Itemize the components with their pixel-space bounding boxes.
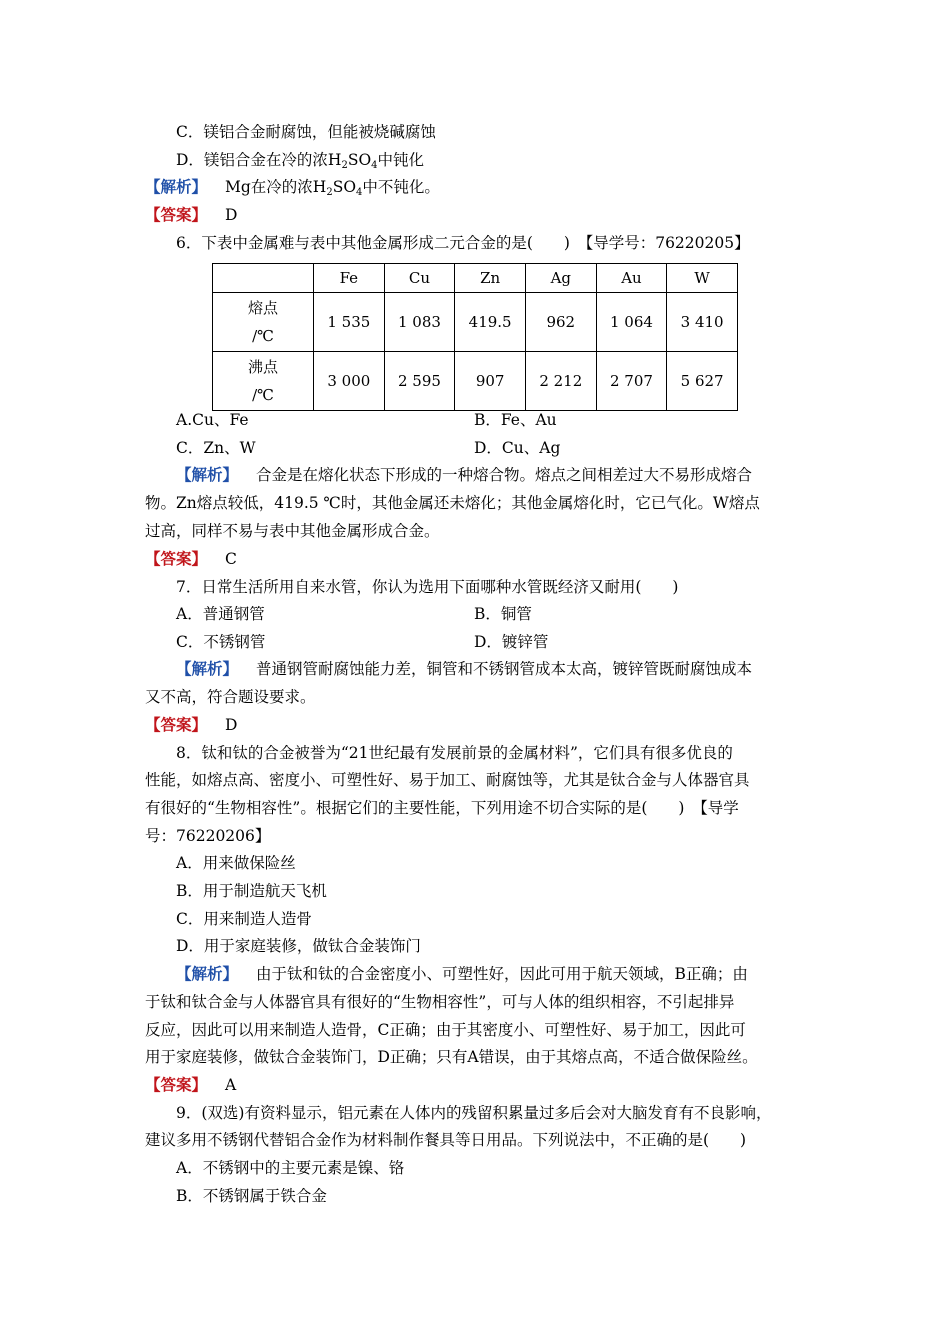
q6-analysis-line-1: 【解析】 合金是在熔化状态下形成的一种熔合物。熔点之间相差过大不易形成熔合 — [176, 465, 753, 484]
table-header-row — [213, 264, 738, 293]
answer-tag: 【答案】 — [145, 1075, 208, 1094]
table-header-cell: Cu — [384, 264, 455, 293]
q6-analysis-line-3: 过高，同样不易与表中其他金属形成合金。 — [145, 522, 440, 540]
q5-analysis: 【解析】 Mg在冷的浓$H_2SO_4$中不钝化。 — [145, 177, 440, 198]
table-header-cell: Au — [596, 264, 667, 293]
q7-option-b: B．铜管 — [474, 605, 532, 623]
table-cell: 1 535 — [314, 293, 385, 352]
table-row-boiling-point — [213, 352, 738, 411]
q6-stem: 6．下表中金属难与表中其他金属形成二元合金的是( ) 【导学号：76220205】 — [176, 234, 750, 252]
row-label-melting-point: 熔点 /℃ — [213, 293, 314, 352]
q8-option-a: A．用来做保险丝 — [176, 854, 296, 872]
q6-option-b: B．Fe、Au — [474, 411, 557, 429]
table-cell: 2 707 — [596, 352, 667, 411]
q5-option-d: D．镁铝合金在冷的浓$H_2SO_4$中钝化 — [176, 151, 425, 171]
answer-tag: 【答案】 — [145, 715, 208, 734]
answer-tag: 【答案】 — [145, 549, 208, 568]
q8-option-d: D．用于家庭装修，做钛合金装饰门 — [176, 937, 421, 955]
table-header-cell: Zn — [455, 264, 526, 293]
q8-stem-line-4: 号：76220206】 — [145, 827, 271, 845]
table-header-cell — [213, 264, 314, 293]
q8-answer: 【答案】 A — [145, 1075, 237, 1094]
table-cell: 2 212 — [525, 352, 596, 411]
table-header-cell: W — [667, 264, 738, 293]
q5-answer: 【答案】 D — [145, 205, 238, 224]
q6-analysis-line-2: 物。Zn熔点较低，419.5 ℃时，其他金属还未熔化；其他金属熔化时，它已气化。W熔点 — [145, 494, 760, 512]
q7-analysis-line-1: 【解析】 普通钢管耐腐蚀能力差，铜管和不锈钢管成本太高，镀锌管既耐腐蚀成本 — [176, 659, 753, 678]
table-cell: 1 064 — [596, 293, 667, 352]
table-row-melting-point — [213, 293, 738, 352]
q8-stem-line-1: 8．钛和钛的合金被誉为“21世纪最有发展前景的金属材料”，它们具有很多优良的 — [176, 744, 733, 762]
q9-option-a: A．不锈钢中的主要元素是镍、铬 — [176, 1159, 405, 1177]
q7-stem: 7．日常生活所用自来水管，你认为选用下面哪种水管既经济又耐用( ) — [176, 578, 679, 596]
q6-answer: 【答案】 C — [145, 549, 237, 568]
table-cell: 419.5 — [455, 293, 526, 352]
metal-properties-table — [212, 263, 738, 411]
q7-analysis-line-2: 又不高，符合题设要求。 — [145, 688, 316, 706]
q6-option-a: A.Cu、Fe — [176, 411, 249, 429]
q8-stem-line-2: 性能，如熔点高、密度小、可塑性好、易于加工、耐腐蚀等，尤其是钛合金与人体器官具 — [145, 771, 750, 789]
q9-option-b: B．不锈钢属于铁合金 — [176, 1187, 327, 1205]
q8-analysis-line-3: 反应，因此可以用来制造人造骨，C正确；由于其密度小、可塑性好、易于加工，因此可 — [145, 1021, 746, 1039]
table-cell: 3 410 — [667, 293, 738, 352]
analysis-tag: 【解析】 — [176, 964, 239, 983]
table-cell: 1 083 — [384, 293, 455, 352]
q8-analysis-line-2: 于钛和钛合金与人体器官具有很好的“生物相容性”，可与人体的组织相容，不引起排异 — [145, 993, 735, 1011]
table-cell: 3 000 — [314, 352, 385, 411]
table-cell: 907 — [455, 352, 526, 411]
q8-analysis-line-4: 用于家庭装修，做钛合金装饰门，D正确；只有A错误，由于其熔点高，不适合做保险丝。 — [145, 1048, 758, 1066]
q7-option-a: A．普通钢管 — [176, 605, 265, 623]
q8-stem-line-3: 有很好的“生物相容性”。根据它们的主要性能，下列用途不切合实际的是( ) 【导学 — [145, 799, 739, 817]
analysis-tag: 【解析】 — [145, 177, 208, 196]
q9-stem-line-1: 9．(双选)有资料显示，铝元素在人体内的残留积累量过多后会对大脑发育有不良影响， — [176, 1104, 772, 1122]
q8-option-b: B．用于制造航天飞机 — [176, 882, 327, 900]
table-header-cell: Ag — [525, 264, 596, 293]
table-cell: 5 627 — [667, 352, 738, 411]
q8-analysis-line-1: 【解析】 由于钛和钛的合金密度小、可塑性好，因此可用于航天领域，B正确；由 — [176, 964, 748, 983]
q7-option-c: C．不锈钢管 — [176, 633, 266, 651]
answer-tag: 【答案】 — [145, 205, 208, 224]
table-cell: 962 — [525, 293, 596, 352]
q8-option-c: C．用来制造人造骨 — [176, 910, 312, 928]
q7-answer: 【答案】 D — [145, 715, 238, 734]
row-label-boiling-point: 沸点 /℃ — [213, 352, 314, 411]
q7-option-d: D．镀锌管 — [474, 633, 549, 651]
q9-stem-line-2: 建议多用不锈钢代替铝合金作为材料制作餐具等日用品。下列说法中，不正确的是( ) — [145, 1131, 747, 1149]
table-header-cell: Fe — [314, 264, 385, 293]
table-cell: 2 595 — [384, 352, 455, 411]
q6-option-c: C．Zn、W — [176, 439, 256, 457]
q5-option-c: C．镁铝合金耐腐蚀，但能被烧碱腐蚀 — [176, 123, 436, 141]
q6-option-d: D．Cu、Ag — [474, 439, 561, 457]
analysis-tag: 【解析】 — [176, 465, 239, 484]
analysis-tag: 【解析】 — [176, 659, 239, 678]
